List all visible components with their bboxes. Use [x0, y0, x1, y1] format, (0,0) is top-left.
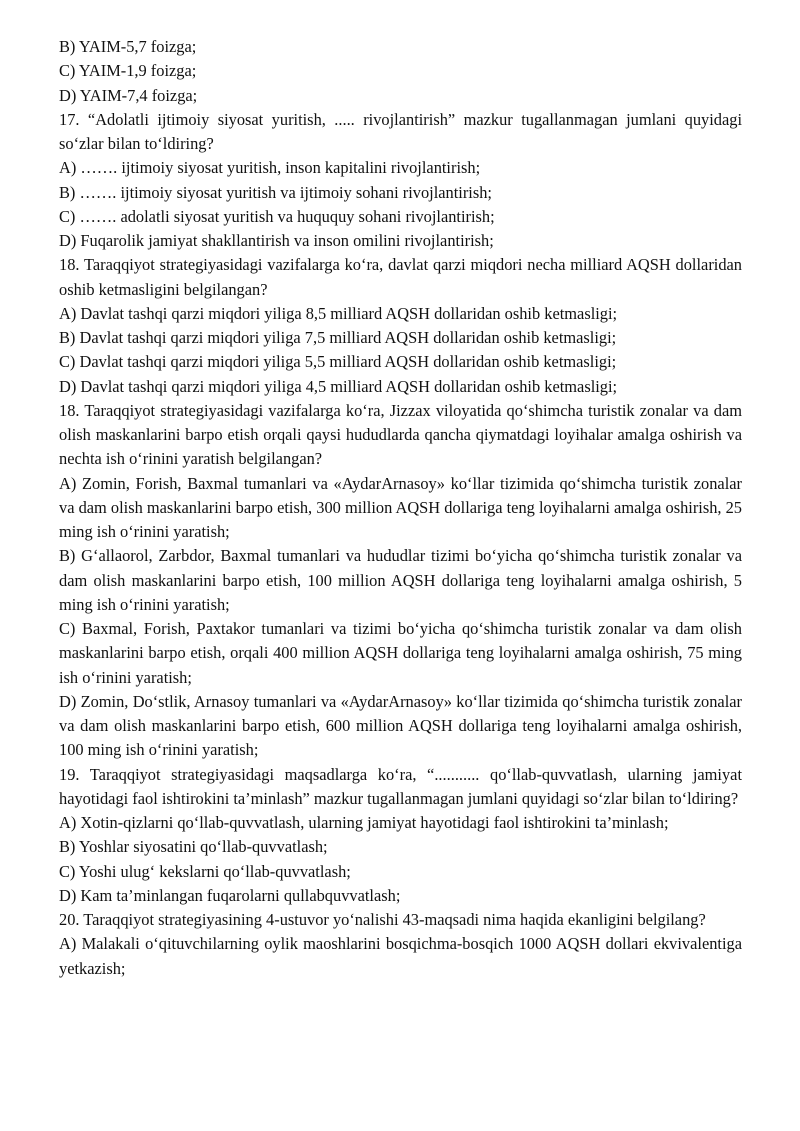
option-line: D) Davlat tashqi qarzi miqdori yiliga 4,5 milliard AQSH dollaridan oshib ketmasligi; — [59, 376, 618, 396]
question-20: 20. Taraqqiyot strategiyasining 4-ustuvor yo‘nalishi 43-maqsadi nima haqida ekanligini belgilang? — [59, 910, 706, 929]
option-line: A) Xotin-qizlarni qo‘llab-quvvatlash, ularning jamiyat hayotidagi faol ishtirokini ta’minlash; — [59, 813, 669, 832]
question-19: 19. Taraqqiyot strategiyasidagi maqsadlarga ko‘ra, “........... qo‘llab-quvvatlash, ularning jamiyat hayotidagi faol ishtirokini ta’minlash” mazkur tugallanmagan jumlani quyidagi so‘zlar bilan to‘ldiring? — [59, 764, 742, 808]
option-line: A) ……. ijtimoiy siyosat yuritish, inson kapitalini rivojlantirish; — [59, 158, 481, 178]
option-line: C) Yoshi ulug‘ kekslarni qo‘llab-quvvatlash; — [59, 861, 351, 881]
option-line: D) Fuqarolik jamiyat shakllantirish va inson omilini rivojlantirish; — [59, 231, 494, 250]
option-line: B) Yoshlar siyosatini qo‘llab-quvvatlash; — [59, 837, 328, 857]
option-line: C) Baxmal, Forish, Paxtakor tumanlari va tizimi bo‘yicha qo‘shimcha turistik zonalar va dam olish maskanlarini barpo etish, orqali 400 million AQSH dollariga teng loyihalarni amalga oshirish, 75 ming ish o‘rinini yaratish; — [59, 619, 742, 687]
option-line: A) Malakali o‘qituvchilarning oylik maoshlarini bosqichma-bosqich 1000 AQSH dollari ekvivalentiga yetkazish; — [59, 934, 742, 978]
option-line: D) Kam ta’minlangan fuqarolarni qullabquvvatlash; — [59, 885, 401, 905]
option-line: C) Davlat tashqi qarzi miqdori yiliga 5,5 milliard AQSH dollaridan oshib ketmasligi; — [59, 352, 617, 372]
option-line: B) G‘allaorol, Zarbdor, Baxmal tumanlari va hududlar tizimi bo‘yicha qo‘shimcha turistik zonalar va dam olish maskanlarini barpo etish, 100 million AQSH dollariga teng loyihalarni amalga oshirish, 5 ming ish o‘rinini yaratish; — [59, 546, 742, 614]
option-line: B) Davlat tashqi qarzi miqdori yiliga 7,5 milliard AQSH dollaridan oshib ketmasligi; — [59, 328, 617, 347]
option-line: A) Zomin, Forish, Baxmal tumanlari va «AydarArnasoy» ko‘llar tizimida qo‘shimcha turistik zonalar va dam olish maskanlarini barpo etish, 300 million AQSH dollariga teng loyihalarni amalga oshirish, 25 ming ish o‘rinini yaratish; — [59, 473, 742, 541]
option-line: B) ……. ijtimoiy siyosat yuritish va ijtimoiy sohani rivojlantirish; — [59, 182, 492, 202]
question-18-debt: 18. Taraqqiyot strategiyasidagi vazifalarga ko‘ra, davlat qarzi miqdori necha milliard AQSH dollaridan oshib ketmasligini belgilangan? — [59, 255, 742, 299]
option-line: A) Davlat tashqi qarzi miqdori yiliga 8,5 milliard AQSH dollaridan oshib ketmasligi; — [59, 303, 618, 323]
option-line: C) YAIM-1,9 foizga; — [59, 61, 197, 81]
option-line: C) ……. adolatli siyosat yuritish va huququy sohani rivojlantirish; — [59, 206, 495, 226]
document-page — [59, 35, 742, 981]
option-line: D) YAIM-7,4 foizga; — [59, 85, 198, 105]
question-18-jizzax: 18. Taraqqiyot strategiyasidagi vazifalarga ko‘ra, Jizzax viloyatida qo‘shimcha turistik zonalar va dam olish maskanlarini barpo etish orqali qaysi hududlarda qancha qiymatdagi loyihalar amalga oshirish va nechta ish o‘rinini yaratish belgilangan? — [59, 400, 742, 469]
option-line: B) YAIM-5,7 foizga; — [59, 37, 197, 56]
question-17: 17. “Adolatli ijtimoiy siyosat yuritish, ..... rivojlantirish” mazkur tugallanmagan jumlani quyidagi so‘zlar bilan to‘ldiring? — [59, 109, 742, 153]
option-line: D) Zomin, Do‘stlik, Arnasoy tumanlari va «AydarArnasoy» ko‘llar tizimida qo‘shimcha turistik zonalar va dam olish maskanlarini barpo etish, 600 million AQSH dollariga teng loyihalarni amalga oshirish, 100 ming ish o‘rinini yaratish; — [59, 691, 742, 760]
